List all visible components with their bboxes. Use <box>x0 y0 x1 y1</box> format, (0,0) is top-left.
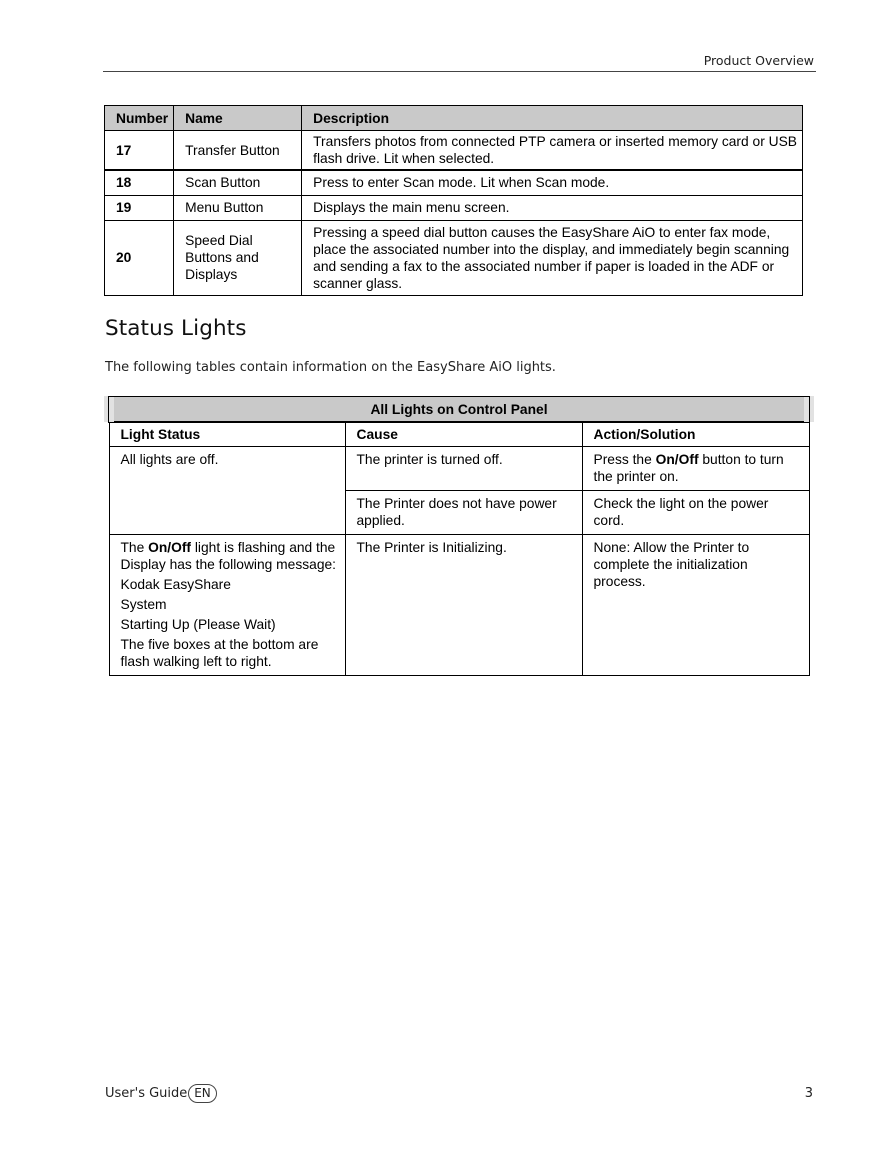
row-name: Scan Button <box>174 170 302 195</box>
footer-guide-title: User's Guide <box>105 1086 188 1101</box>
light-status-cell <box>109 535 345 676</box>
action-text-bold: On/Off <box>655 452 699 467</box>
row-number: 20 <box>105 220 174 295</box>
table-row <box>105 131 803 171</box>
status-lights-table <box>104 396 814 676</box>
cause-cell: The printer is turned off. <box>345 447 582 491</box>
language-badge: EN <box>188 1084 217 1103</box>
cause-cell: The Printer does not have power applied. <box>345 491 582 535</box>
row-name: Transfer Button <box>174 131 302 171</box>
row-name: Speed Dial Buttons and Displays <box>174 220 302 295</box>
table-row <box>109 535 809 676</box>
cause-cell: The Printer is Initializing. <box>345 535 582 676</box>
table-row <box>105 195 803 220</box>
status-text-bold: On/Off <box>148 540 192 555</box>
status-text-part: The <box>120 540 149 555</box>
status-text-part: light is flashing and the Display has the following message: <box>120 540 336 572</box>
column-header-light-status: Light Status <box>109 422 345 447</box>
row-description: Transfers photos from connected PTP camera or inserted memory card or USB flash drive. Lit when selected. <box>302 131 803 171</box>
header-section-name: Product Overview <box>703 53 814 68</box>
row-description: Displays the main menu screen. <box>302 195 803 220</box>
column-header-number: Number <box>105 106 174 131</box>
light-status-cell: All lights are off. <box>109 447 345 535</box>
table-row <box>105 220 803 295</box>
action-text: Press the <box>593 452 656 467</box>
action-text: button to turn the printer on. <box>593 452 784 484</box>
display-message-line: Kodak EasyShare <box>120 577 231 592</box>
action-cell <box>582 447 809 491</box>
page-header <box>103 52 816 72</box>
row-number: 19 <box>105 195 174 220</box>
action-cell: Check the light on the power cord. <box>582 491 809 535</box>
row-description: Press to enter Scan mode. Lit when Scan mode. <box>302 170 803 195</box>
table-row <box>105 170 803 195</box>
table-header-row <box>105 106 803 131</box>
section-intro: The following tables contain information on the EasyShare AiO lights. <box>105 360 556 375</box>
status-text <box>121 539 337 573</box>
section-title: Status Lights <box>105 316 247 341</box>
column-header-description: Description <box>302 106 803 131</box>
row-description: Pressing a speed dial button causes the EasyShare AiO to enter fax mode, place the associated number into the display, and immediately begin scanning and sending a fax to the associated number if paper is loaded in the ADF or scanner glass. <box>302 220 803 295</box>
column-header-action: Action/Solution <box>582 422 809 447</box>
table-caption-row <box>109 397 809 422</box>
row-number: 17 <box>105 131 174 171</box>
action-cell: None: Allow the Printer to complete the initialization process. <box>582 535 809 676</box>
column-header-name: Name <box>174 106 302 131</box>
page-footer <box>105 1084 815 1104</box>
table-row <box>109 447 809 491</box>
controls-table <box>104 105 803 296</box>
row-number: 18 <box>105 170 174 195</box>
display-message-line: Starting Up (Please Wait) <box>120 617 276 632</box>
column-header-cause: Cause <box>345 422 582 447</box>
row-name: Menu Button <box>174 195 302 220</box>
table-header-row <box>109 422 809 447</box>
table-caption: All Lights on Control Panel <box>109 397 809 422</box>
display-message-line: System <box>120 597 167 612</box>
status-text-end: The five boxes at the bottom are flash walking left to right. <box>120 637 319 669</box>
page-number: 3 <box>804 1086 813 1101</box>
